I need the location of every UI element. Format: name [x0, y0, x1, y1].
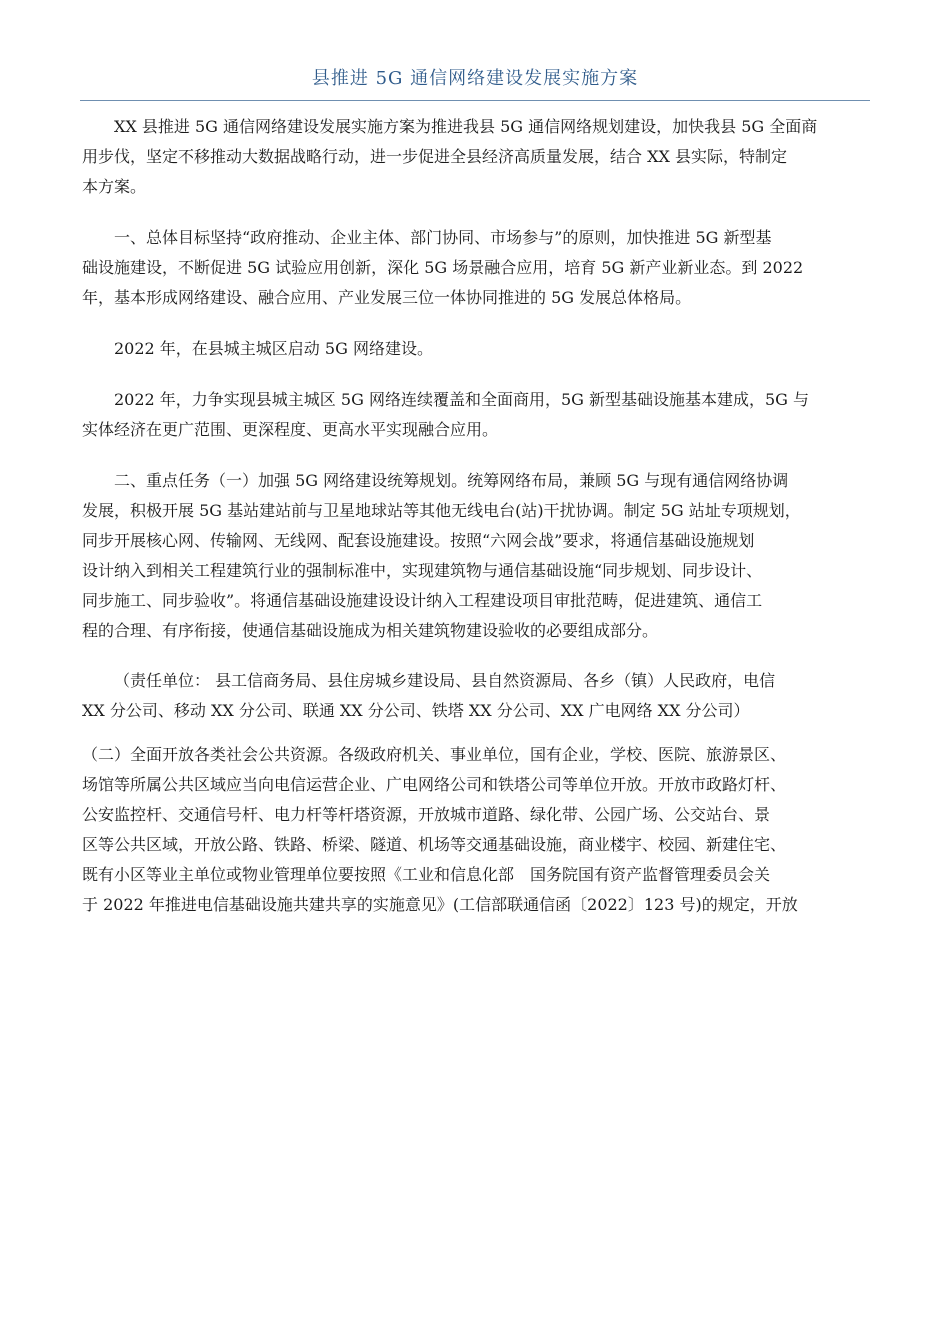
- text-line: 2022 年，在县城主城区启动 5G 网络建设。: [114, 339, 433, 358]
- text-line: 二、重点任务（一）加强 5G 网络建设统筹规划。统筹网络布局，兼顾 5G 与现有通信网络协调: [114, 471, 789, 490]
- paragraph-overall-goal: [82, 223, 872, 313]
- paragraph-gap: [82, 445, 872, 466]
- document-title: 县推进 5G 通信网络建设发展实施方案: [311, 68, 639, 89]
- text-line: 场馆等所属公共区域应当向电信运营企业、广电网络公司和铁塔公司等单位开放。开放市政路灯杆、: [82, 775, 787, 794]
- text-line: 同步开展核心网、传输网、无线网、配套设施建设。按照“六网会战”要求，将通信基础设施规划: [82, 531, 755, 550]
- text-line: （二）全面开放各类社会公共资源。各级政府机关、事业单位，国有企业，学校、医院、旅游景区、: [82, 745, 787, 764]
- text-line: 既有小区等业主单位或物业管理单位要按照《工业和信息化部 国务院国有资产监督管理委员会关: [82, 865, 771, 884]
- text-line: 一、总体目标坚持“政府推动、企业主体、部门协同、市场参与”的原则，加快推进 5G 新型基: [114, 228, 772, 247]
- text-line: 区等公共区域，开放公路、铁路、桥梁、隧道、机场等交通基础设施，商业楼宇、校园、新建住宅、: [82, 835, 787, 854]
- paragraph-gap: [82, 313, 872, 334]
- text-line: 程的合理、有序衔接，使通信基础设施成为相关建筑物建设验收的必要组成部分。: [82, 621, 659, 640]
- text-line: 发展，积极开展 5G 基站建站前与卫星地球站等其他无线电台(站)干扰协调。制定 5G 站址专项规划，: [82, 501, 801, 520]
- paragraph-key-tasks: [82, 466, 872, 646]
- text-line: 同步施工、同步验收”。将通信基础设施建设设计纳入工程建设项目审批范畴，促进建筑、通信工: [82, 591, 763, 610]
- text-line: XX 县推进 5G 通信网络建设发展实施方案为推进我县 5G 通信网络规划建设，加快我县 5G 全面商: [114, 117, 818, 136]
- text-line: 于 2022 年推进电信基础设施共建共享的实施意见》(工信部联通信函〔2022〕123 号)的规定，开放: [82, 895, 798, 914]
- text-line: 公安监控杆、交通信号杆、电力杆等杆塔资源，开放城市道路、绿化带、公园广场、公交站台、景: [82, 805, 771, 824]
- text-line: 用步伐，坚定不移推动大数据战略行动，进一步促进全县经济高质量发展，结合 XX 县实际，特制定: [82, 147, 787, 166]
- text-line: 本方案。: [82, 177, 147, 196]
- paragraph-public-resources: [82, 740, 872, 920]
- text-line: 2022 年，力争实现县城主城区 5G 网络连续覆盖和全面商用，5G 新型基础设施基本建成，5G 与: [114, 390, 810, 409]
- paragraph-milestone-2: [82, 385, 872, 445]
- text-line: 设计纳入到相关工程建筑行业的强制标准中，实现建筑物与通信基础设施“同步规划、同步设计、: [82, 561, 763, 580]
- paragraph-intro: [82, 112, 872, 202]
- paragraph-gap: [82, 646, 872, 666]
- paragraph-milestone-1: [82, 334, 872, 364]
- title-underline: [80, 100, 870, 101]
- text-line: XX 分公司、移动 XX 分公司、联通 XX 分公司、铁塔 XX 分公司、XX 广电网络 XX 分公司）: [82, 701, 750, 720]
- paragraph-responsible-units: [82, 666, 872, 726]
- text-line: 础设施建设，不断促进 5G 试验应用创新，深化 5G 场景融合应用，培育 5G 新产业新业态。到 2022: [82, 258, 804, 277]
- paragraph-gap: [82, 202, 872, 223]
- text-line: 年，基本形成网络建设、融合应用、产业发展三位一体协同推进的 5G 发展总体格局。: [82, 288, 692, 307]
- text-line: 实体经济在更广范围、更深程度、更高水平实现融合应用。: [82, 420, 499, 439]
- text-line: （责任单位： 县工信商务局、县住房城乡建设局、县自然资源局、各乡（镇）人民政府，电信: [114, 671, 776, 690]
- document-body: [82, 112, 872, 920]
- paragraph-gap: [82, 726, 872, 740]
- paragraph-gap: [82, 364, 872, 385]
